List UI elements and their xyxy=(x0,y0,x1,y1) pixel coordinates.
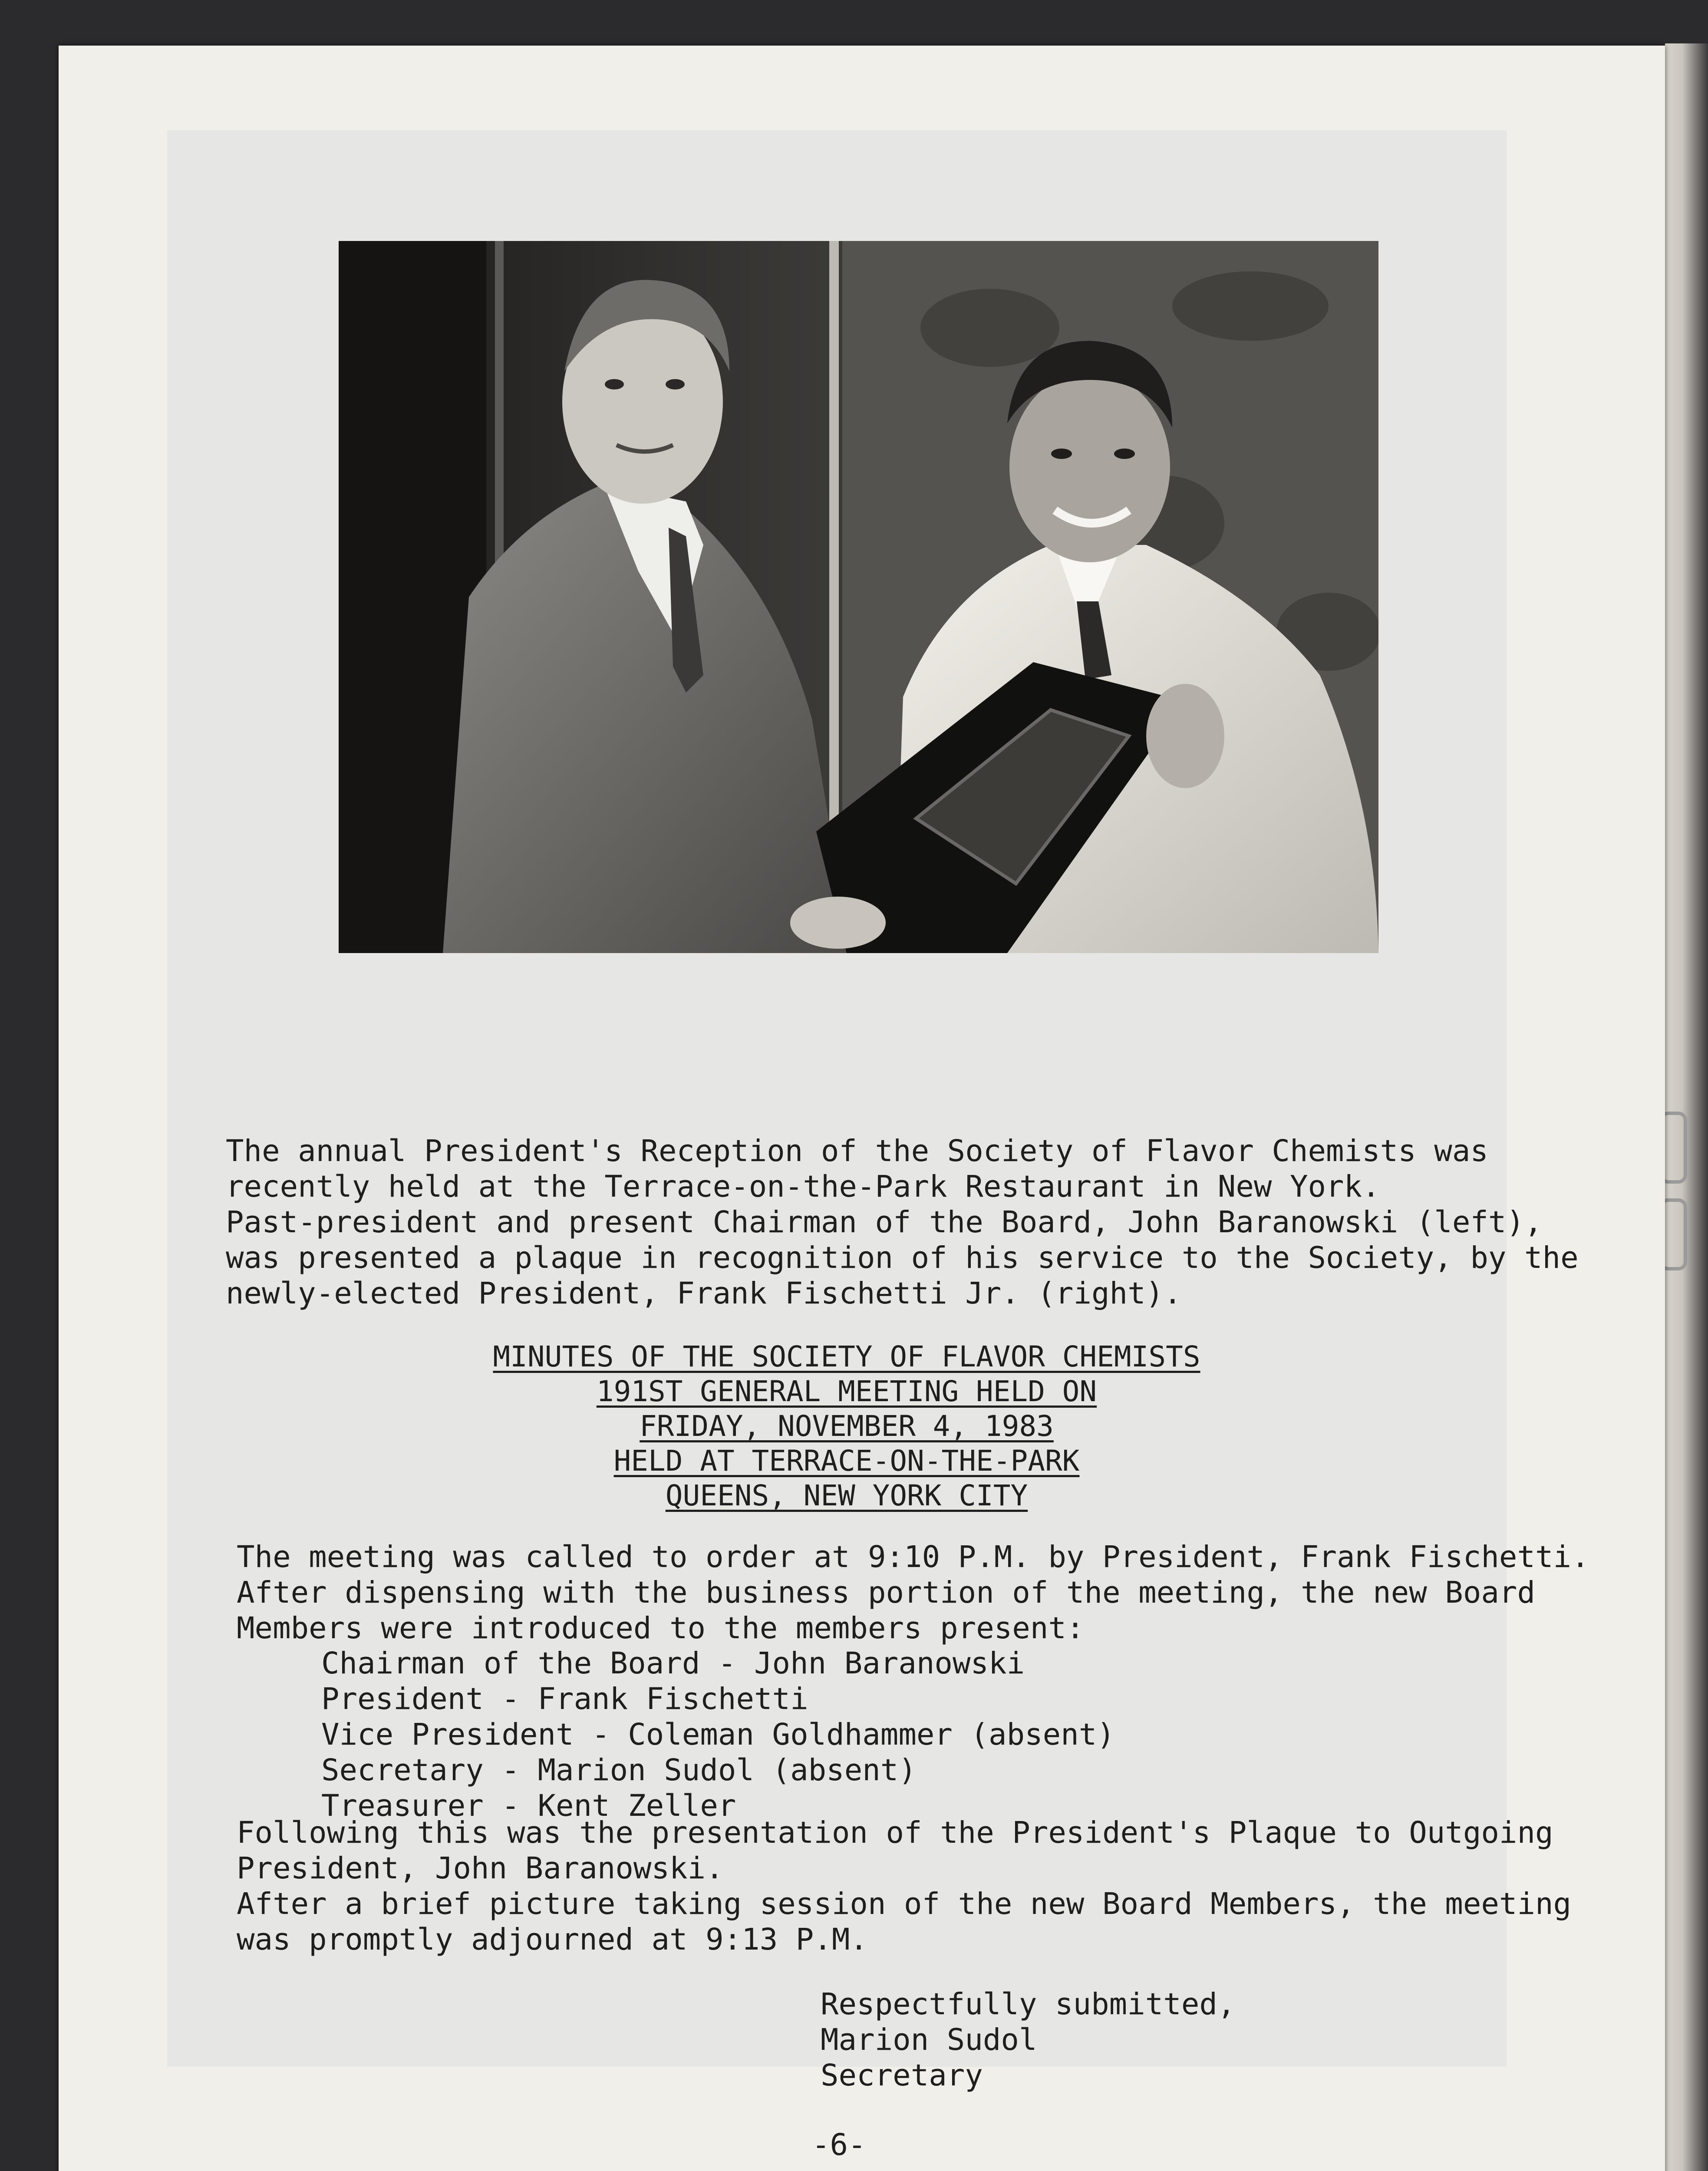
board-members-list xyxy=(321,1646,1115,1824)
minutes-intro xyxy=(237,1539,1589,1646)
list-item: Secretary - Marion Sudol (absent) xyxy=(321,1753,917,1788)
signoff-closing: Respectfully submitted, xyxy=(821,1987,1236,2022)
heading-line: HELD AT TERRACE-ON-THE-PARK xyxy=(613,1444,1080,1478)
caption-line: recently held at the Terrace-on-the-Park Restaurant in New York. xyxy=(226,1169,1380,1204)
signoff-name: Marion Sudol xyxy=(821,2023,1037,2057)
caption-line: was presented a plaque in recognition of his service to the Society, by the xyxy=(226,1241,1579,1275)
signoff-title: Secretary xyxy=(821,2058,983,2093)
heading-line: QUEENS, NEW YORK CITY xyxy=(665,1479,1028,1512)
body-line: Following this was the presentation of the President's Plaque to Outgoing xyxy=(237,1815,1553,1850)
caption-line: newly-elected President, Frank Fischetti Jr. (right). xyxy=(226,1276,1182,1311)
photo-caption xyxy=(226,1133,1579,1311)
list-item: Chairman of the Board - John Baranowski xyxy=(321,1646,1025,1681)
body-line: was promptly adjourned at 9:13 P.M. xyxy=(237,1922,868,1957)
list-item: Treasurer - Kent Zeller xyxy=(321,1788,736,1823)
caption-line: Past-president and present Chairman of the Board, John Baranowski (left), xyxy=(226,1205,1543,1240)
minutes-closing xyxy=(237,1815,1571,1957)
minutes-heading xyxy=(434,1340,1259,1513)
caption-line: The annual President's Reception of the Society of Flavor Chemists was xyxy=(226,1134,1488,1168)
signoff-block xyxy=(821,1986,1235,2093)
body-line: The meeting was called to order at 9:10 P.M. by President, Frank Fischetti. xyxy=(237,1540,1589,1574)
body-line: After a brief picture taking session of the new Board Members, the meeting xyxy=(237,1887,1572,1921)
page-number: -6- xyxy=(812,2128,866,2162)
list-item: Vice President - Coleman Goldhammer (absent) xyxy=(321,1717,1115,1752)
list-item: President - Frank Fischetti xyxy=(321,1682,808,1716)
body-line: After dispensing with the business portion of the meeting, the new Board xyxy=(237,1575,1535,1610)
binding-edge xyxy=(1665,43,1708,2171)
heading-line: MINUTES OF THE SOCIETY OF FLAVOR CHEMISTS xyxy=(493,1340,1200,1373)
heading-line: FRIDAY, NOVEMBER 4, 1983 xyxy=(640,1409,1054,1443)
body-line: President, John Baranowski. xyxy=(237,1851,724,1886)
photograph xyxy=(339,241,1378,953)
photograph-two-men-plaque-icon xyxy=(339,241,1378,953)
heading-line: 191ST GENERAL MEETING HELD ON xyxy=(596,1375,1097,1408)
body-line: Members were introduced to the members present: xyxy=(237,1611,1085,1646)
